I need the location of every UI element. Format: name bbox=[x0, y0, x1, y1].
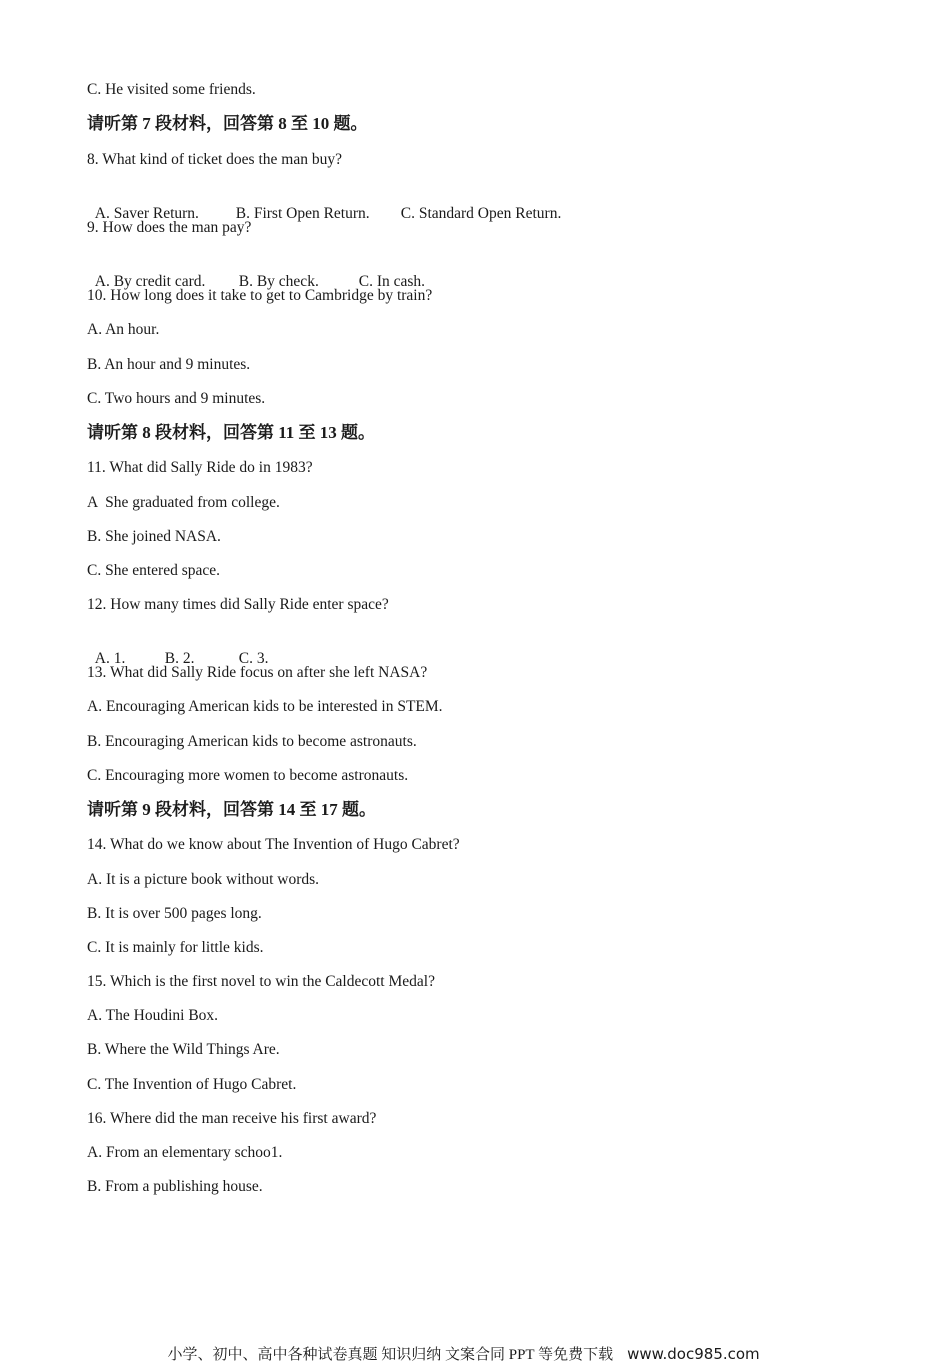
option-8b: B. First Open Return. bbox=[235, 205, 370, 222]
section-heading-8: 请听第 8 段材料，回答第 11 至 13 题。 bbox=[87, 423, 376, 442]
option-10a: A. An hour. bbox=[87, 321, 160, 338]
option-11a: A She graduated from college. bbox=[87, 494, 280, 511]
footer-url[interactable]: www.doc985.com bbox=[627, 1345, 760, 1363]
option-14a: A. It is a picture book without words. bbox=[87, 871, 320, 888]
option-10b: B. An hour and 9 minutes. bbox=[87, 356, 251, 373]
question-16: 16. Where did the man receive his first award? bbox=[87, 1110, 377, 1127]
option-13c: C. Encouraging more women to become astronauts. bbox=[87, 767, 409, 784]
option-8a: A. Saver Return. bbox=[94, 205, 199, 222]
footer-text: 小学、初中、高中各种试卷真题 知识归纳 文案合同 PPT 等免费下载 bbox=[167, 1347, 614, 1363]
option-9b: B. By check. bbox=[238, 273, 319, 290]
section-heading-9: 请听第 9 段材料，回答第 14 至 17 题。 bbox=[87, 800, 376, 819]
question-15: 15. Which is the first novel to win the Caldecott Medal? bbox=[87, 973, 435, 990]
option-12b: B. 2. bbox=[164, 650, 195, 667]
option-8c: C. Standard Open Return. bbox=[400, 205, 562, 222]
question-11: 11. What did Sally Ride do in 1983? bbox=[87, 459, 313, 476]
option-12c: C. 3. bbox=[238, 650, 269, 667]
option-15b: B. Where the Wild Things Are. bbox=[87, 1041, 280, 1058]
question-12: 12. How many times did Sally Ride enter space? bbox=[87, 596, 389, 613]
option-11c: C. She entered space. bbox=[87, 562, 220, 579]
page-footer bbox=[160, 1324, 760, 1365]
question-8: 8. What kind of ticket does the man buy? bbox=[87, 151, 342, 168]
option-13b: B. Encouraging American kids to become astronauts. bbox=[87, 733, 417, 750]
section-heading-7: 请听第 7 段材料，回答第 8 至 10 题。 bbox=[87, 114, 368, 133]
question-10: 10. How long does it take to get to Cambridge by train? bbox=[87, 287, 433, 304]
option-16b: B. From a publishing house. bbox=[87, 1178, 263, 1195]
question-14: 14. What do we know about The Invention of Hugo Cabret? bbox=[87, 836, 460, 853]
option-7c: C. He visited some friends. bbox=[87, 81, 256, 98]
option-12a: A. 1. bbox=[94, 650, 126, 667]
option-14b: B. It is over 500 pages long. bbox=[87, 905, 262, 922]
question-13: 13. What did Sally Ride focus on after she left NASA? bbox=[87, 664, 428, 681]
option-15c: C. The Invention of Hugo Cabret. bbox=[87, 1076, 297, 1093]
option-13a: A. Encouraging American kids to be interested in STEM. bbox=[87, 698, 443, 715]
option-11b: B. She joined NASA. bbox=[87, 528, 221, 545]
option-14c: C. It is mainly for little kids. bbox=[87, 939, 264, 956]
option-15a: A. The Houdini Box. bbox=[87, 1007, 219, 1024]
question-9: 9. How does the man pay? bbox=[87, 219, 252, 236]
option-9a: A. By credit card. bbox=[94, 273, 206, 290]
option-9c: C. In cash. bbox=[358, 273, 426, 290]
option-10c: C. Two hours and 9 minutes. bbox=[87, 390, 266, 407]
option-16a: A. From an elementary schoo1. bbox=[87, 1144, 283, 1161]
